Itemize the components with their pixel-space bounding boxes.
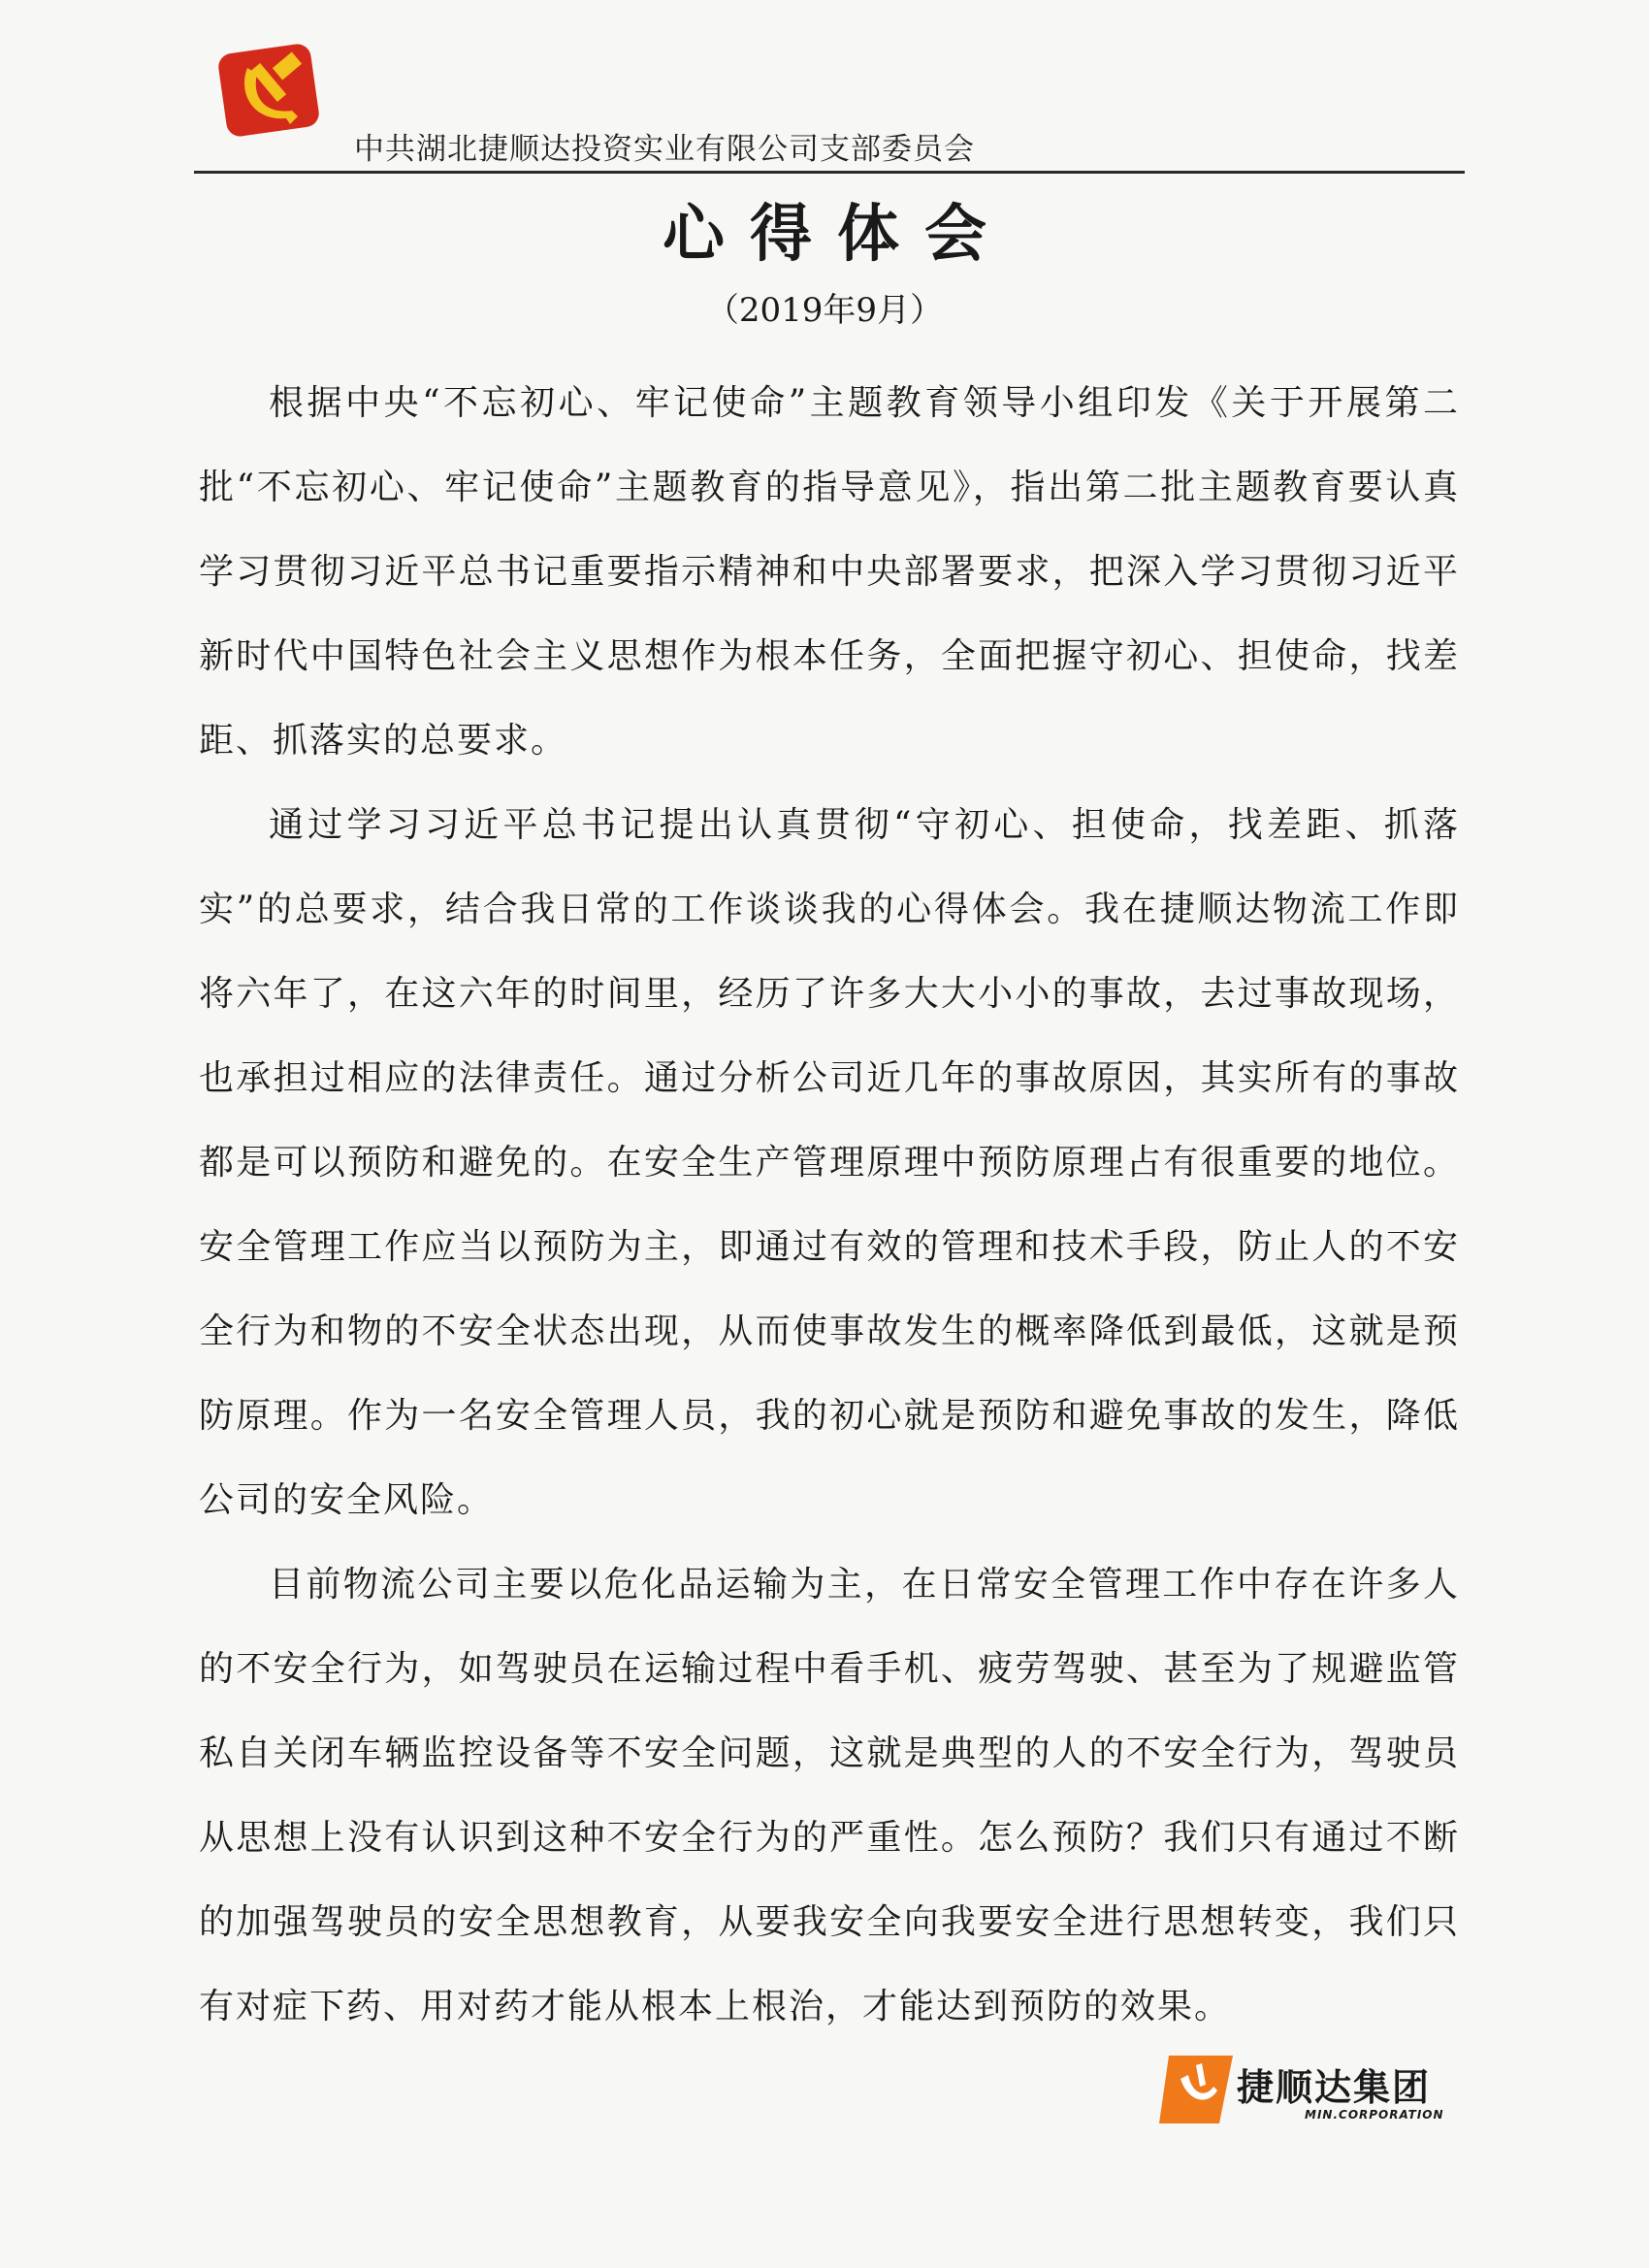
document-title: 心得体会	[663, 198, 1012, 271]
organization-name: 中共湖北捷顺达投资实业有限公司支部委员会	[354, 132, 975, 167]
document-date: （2019年9月）	[705, 291, 944, 330]
header-divider	[194, 171, 1465, 174]
document-body	[199, 361, 1460, 2049]
paragraph: 目前物流公司主要以危化品运输为主，在日常安全管理工作中存在许多人的不安全行为，如驾驶员在运输过程中看手机、疲劳驾驶、甚至为了规避监管私自关闭车辆监控设备等不安全问题，这就是典型的人的不安全行为，驾驶员从思想上没有认识到这种不安全行为的严重性。怎么预防？我们只有通过不断的加强驾驶员的安全思想教育，从要我安全向我要安全进行思想转变，我们只有对症下药、用对药才能从根本上根治，才能达到预防的效果。	[199, 1565, 1460, 2026]
paragraph: 通过学习习近平总书记提出认真贯彻“守初心、担使命，找差距、抓落实”的总要求，结合我日常的工作谈谈我的心得体会。我在捷顺达物流工作即将六年了，在这六年的时间里，经历了许多大大小小的事故，去过事故现场，也承担过相应的法律责任。通过分析公司近几年的事故原因，其实所有的事故都是可以预防和避免的。在安全生产管理原理中预防原理占有很重要的地位。安全管理工作应当以预防为主，即通过有效的管理和技术手段，防止人的不安全行为和物的不安全状态出现，从而使事故发生的概率降低到最低，这就是预防原理。作为一名安全管理人员，我的初心就是预防和避免事故的发生，降低公司的安全风险。	[199, 805, 1460, 1520]
company-logo	[1159, 2052, 1470, 2129]
paragraph: 根据中央“不忘初心、牢记使命”主题教育领导小组印发《关于开展第二批“不忘初心、牢记使命”主题教育的指导意见》，指出第二批主题教育要认真学习贯彻习近平总书记重要指示精神和中央部署要求，把深入学习贯彻习近平新时代中国特色社会主义思想作为根本任务，全面把握守初心、担使命，找差距、抓落实的总要求。	[199, 383, 1460, 761]
company-logo-subtitle: MIN.CORPORATION	[1305, 2108, 1444, 2122]
company-logo-icon	[1159, 2052, 1235, 2127]
party-emblem-icon	[218, 39, 325, 146]
company-logo-name: 捷顺达集团	[1237, 2066, 1432, 2109]
